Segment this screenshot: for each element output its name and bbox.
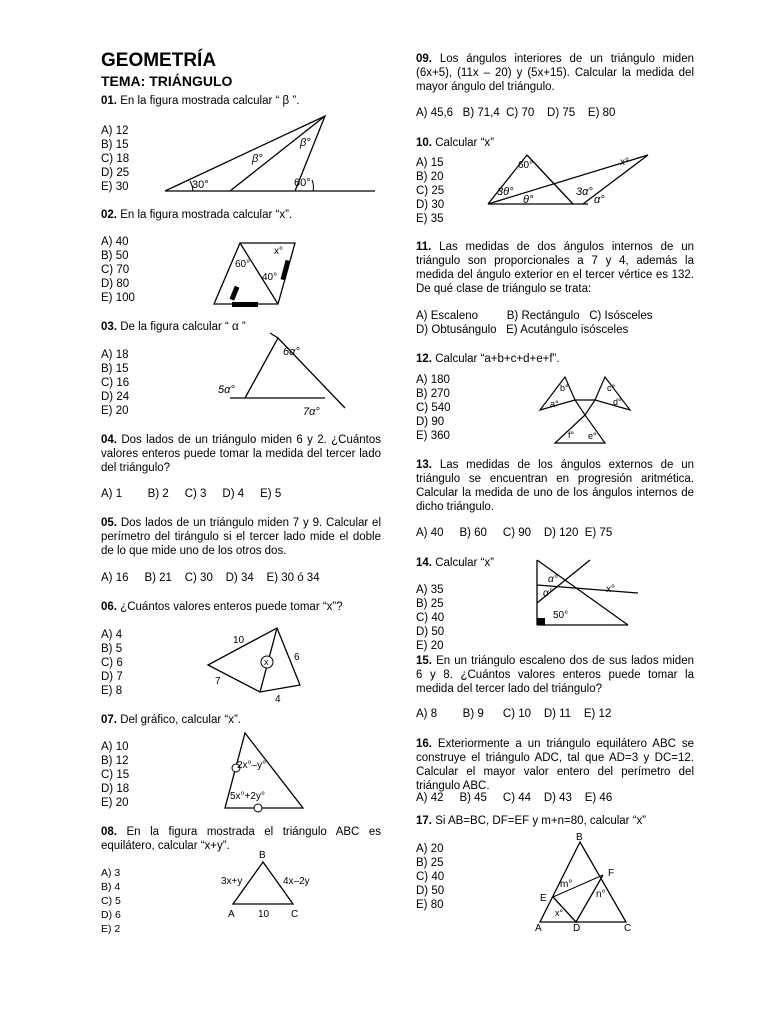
q17-figure	[528, 830, 638, 935]
svg-text:α°: α°	[594, 194, 605, 206]
svg-text:x°: x°	[555, 908, 564, 918]
svg-text:x°: x°	[606, 584, 615, 595]
svg-text:7: 7	[215, 676, 221, 687]
q10-figure	[483, 150, 653, 210]
q03-figure	[215, 333, 355, 418]
q03-options: A) 18 B) 15 C) 16 D) 24 E) 20	[101, 349, 130, 417]
question-16: 16. Exteriormente a un triángulo equilátero ABC se construye el triángulo ADC, tal que AD=3 y DC=12. Calcular el mayor valor entero del perímetro del triángulo ABC.	[416, 738, 694, 792]
svg-text:α°: α°	[548, 574, 558, 585]
q13-options: A) 40 B) 60 C) 90 D) 120 E) 75	[416, 527, 613, 539]
svg-text:5x°+2y°: 5x°+2y°	[230, 791, 265, 802]
question-11: 11. Las medidas de dos ángulos internos de un triángulo son proporcionales a 7 y 4, además la medida del ángulo exterior en el tercer vértice es 132. De qué clase de triángulo se trata:	[416, 241, 694, 295]
page-subtitle: TEMA: TRIÁNGULO	[101, 73, 233, 89]
svg-text:α°: α°	[543, 588, 553, 599]
svg-text:C: C	[624, 923, 632, 934]
q06-figure	[200, 620, 320, 705]
svg-text:6α°: 6α°	[283, 346, 300, 358]
q04-options: A) 1 B) 2 C) 3 D) 4 E) 5	[101, 488, 282, 500]
svg-text:5α°: 5α°	[218, 384, 235, 396]
svg-text:b°: b°	[560, 383, 569, 393]
question-02: 02. En la figura mostrada calcular “x”.	[101, 209, 293, 221]
question-08: 08. En la figura mostrada el triángulo ABC es equilátero, calcular “x+y”.	[101, 826, 381, 852]
svg-text:4x–2y: 4x–2y	[283, 876, 310, 887]
svg-text:d°: d°	[613, 397, 622, 407]
svg-text:m°: m°	[560, 879, 573, 890]
question-05: 05. Dos lados de un triángulo miden 7 y 9. Calcular el perímetro del tirángulo si el tercer lado mide el doble de lo que mide uno de los otros dos.	[101, 517, 382, 557]
svg-text:3θ°: 3θ°	[497, 186, 514, 198]
q07-figure	[220, 728, 310, 813]
question-12: 12. Calcular “a+b+c+d+e+f”.	[416, 353, 560, 365]
svg-text:c°: c°	[607, 383, 616, 393]
q01-label-60: 60°	[294, 177, 311, 189]
q15-options: A) 8 B) 9 C) 10 D) 11 E) 12	[416, 708, 612, 720]
q02-options: A) 40 B) 50 C) 70 D) 80 E) 100	[101, 236, 135, 304]
svg-text:a°: a°	[550, 399, 559, 409]
q14-options: A) 35 B) 25 C) 40 D) 50 E) 20	[416, 584, 445, 652]
q12-figure	[535, 375, 635, 447]
q11-options-row2: D) Obtusángulo E) Acutángulo isósceles	[416, 324, 629, 336]
q01-figure	[160, 110, 380, 200]
svg-text:10: 10	[258, 909, 270, 920]
svg-text:A: A	[228, 909, 235, 920]
svg-text:θ°: θ°	[523, 194, 534, 206]
svg-text:D: D	[573, 923, 581, 934]
svg-text:10: 10	[233, 635, 245, 646]
svg-text:2x°–y°: 2x°–y°	[237, 760, 267, 771]
question-13: 13. Las medidas de los ángulos externos de un triángulo se encuentran en progresión aritmética. Calcular la medida de uno de los ángulos internos de dicho triángulo.	[416, 459, 695, 513]
svg-text:60°: 60°	[518, 160, 534, 171]
q01-options: A) 12 B) 15 C) 18 D) 25 E) 30	[101, 125, 130, 193]
q07-options: A) 10 B) 12 C) 15 D) 18 E) 20	[101, 741, 130, 809]
page-title: GEOMETRÍA	[101, 50, 217, 71]
q14-figure	[533, 555, 643, 630]
question-09: 09. Los ángulos interiores de un triángulo miden (6x+5), (11x – 20) y (5x+15). Calcular la medida del mayor ángulo del triángulo.	[416, 53, 694, 93]
q02-figure	[210, 238, 300, 310]
q05-options: A) 16 B) 21 C) 30 D) 34 E) 30 ó 34	[101, 572, 320, 584]
svg-text:40°: 40°	[262, 272, 278, 283]
q01-label-beta2: β°	[300, 137, 311, 149]
question-17: 17. Si AB=BC, DF=EF y m+n=80, calcular “x”	[416, 815, 647, 827]
q06-options: A) 4 B) 5 C) 6 D) 7 E) 8	[101, 629, 123, 697]
svg-text:F: F	[608, 868, 615, 879]
svg-text:f°: f°	[568, 430, 575, 440]
svg-text:6: 6	[294, 652, 300, 663]
svg-text:7α°: 7α°	[303, 406, 320, 418]
q11-options-row1: A) Escaleno B) Rectángulo C) Isósceles	[416, 310, 653, 322]
question-15: 15. En un triángulo escaleno dos de sus lados miden 6 y 8. ¿Cuántos valores enteros puede tomar la medida del tercer lado del triángulo?	[416, 655, 694, 695]
svg-text:B: B	[576, 832, 583, 843]
svg-text:C: C	[291, 909, 299, 920]
q17-options: A) 20 B) 25 C) 40 D) 50 E) 80	[416, 843, 445, 911]
svg-text:A: A	[535, 923, 542, 934]
svg-text:x°: x°	[620, 157, 629, 168]
svg-text:x: x	[264, 657, 269, 667]
question-04: 04. Dos lados de un triángulo miden 6 y 2. ¿Cuántos valores enteros puede tomar la medida del tercer lado del triángulo?	[101, 434, 381, 474]
question-01: 01. En la figura mostrada calcular “ β ”.	[101, 95, 300, 107]
svg-text:50°: 50°	[553, 610, 569, 621]
question-14: 14. Calcular “x”	[416, 557, 494, 569]
svg-text:3α°: 3α°	[576, 186, 593, 198]
svg-text:n°: n°	[596, 889, 606, 900]
q08-figure	[218, 847, 318, 922]
svg-text:x°: x°	[274, 246, 283, 257]
q16-options: A) 42 B) 45 C) 44 D) 43 E) 46	[416, 792, 613, 804]
q12-options: A) 180 B) 270 C) 540 D) 90 E) 360	[416, 374, 451, 442]
question-06: 06. ¿Cuántos valores enteros puede tomar “x”?	[101, 601, 343, 613]
q09-options: A) 45,6 B) 71,4 C) 70 D) 75 E) 80	[416, 107, 616, 119]
svg-text:e°: e°	[588, 431, 597, 441]
q10-options: A) 15 B) 20 C) 25 D) 30 E) 35	[416, 157, 445, 225]
question-10: 10. Calcular “x”	[416, 137, 494, 149]
svg-text:B: B	[259, 850, 266, 861]
q01-label-30: 30°	[192, 179, 209, 191]
question-07: 07. Del gráfico, calcular “x”.	[101, 714, 241, 726]
svg-text:4: 4	[275, 694, 281, 705]
svg-text:E: E	[540, 893, 547, 904]
question-03: 03. De la figura calcular “ α ”	[101, 321, 246, 333]
q08-options: A) 3 B) 4 C) 5 D) 6 E) 2	[101, 867, 121, 935]
svg-text:60°: 60°	[235, 259, 251, 270]
q01-label-beta1: β°	[252, 153, 263, 165]
svg-text:3x+y: 3x+y	[221, 876, 243, 887]
